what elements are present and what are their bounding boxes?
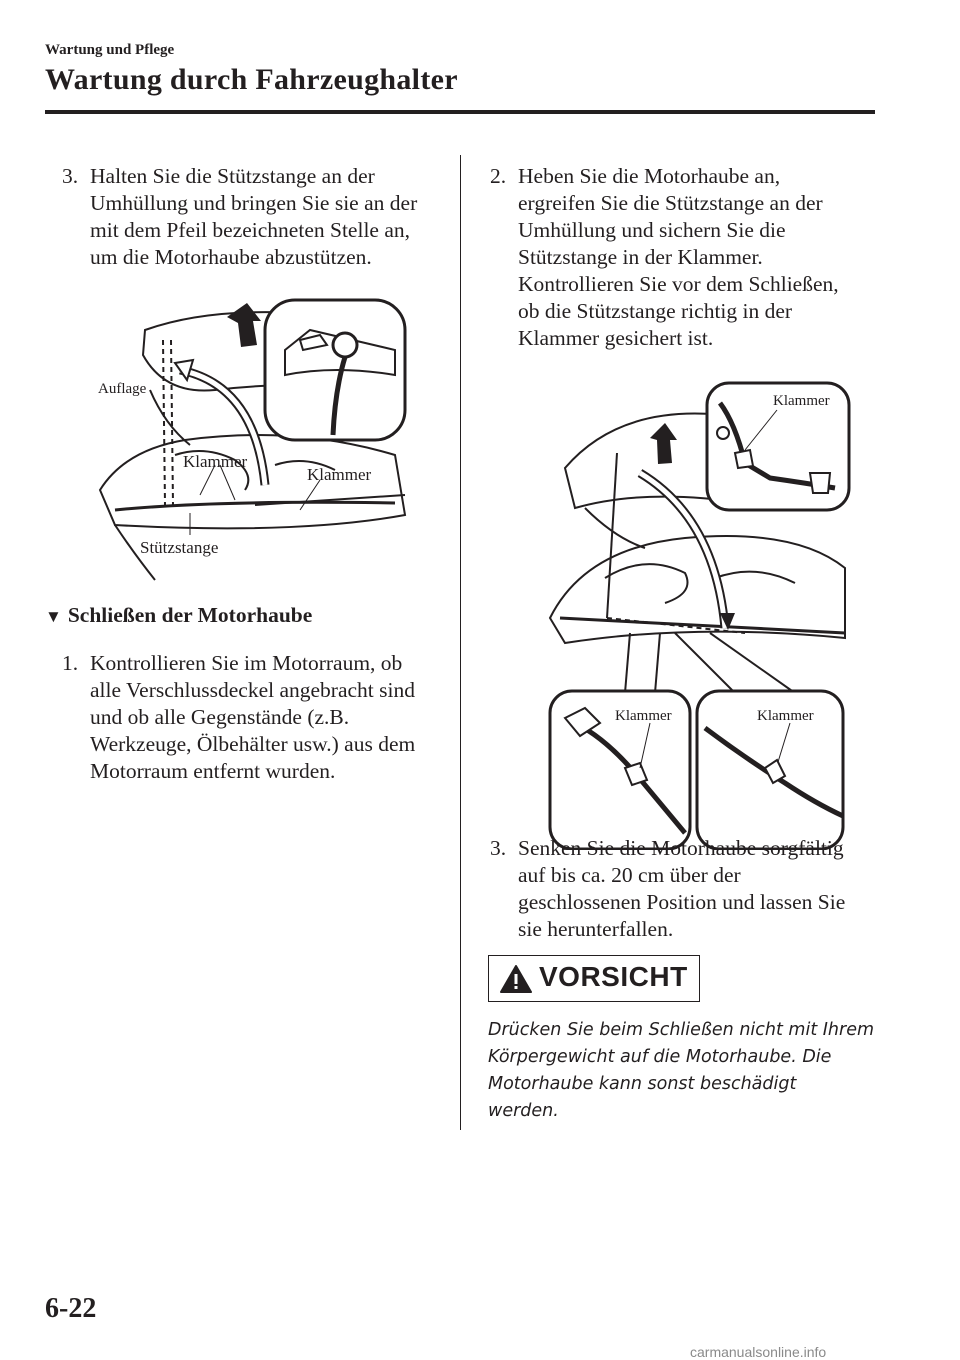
label-auflage: Auflage [98,381,147,397]
label-klammer: Klammer [307,465,372,484]
warning-text-line: Motorhaube kann sonst beschädigt [488,1074,797,1094]
step-text-line: Senken Sie die Motorhaube sorgfältig [518,836,844,860]
warning-box [488,955,700,1002]
header-rule [45,110,875,114]
clamp-figure [545,378,855,850]
closing-heading [45,603,312,628]
step-3-right [490,835,845,943]
step-text-line: auf bis ca. 20 cm über der [518,863,741,887]
step-2 [490,163,839,352]
step-number: 2. [490,164,507,188]
step-text-line: Motorraum entfernt wurden. [90,759,336,783]
column-divider [460,155,461,1130]
warning-text [488,1017,883,1125]
step-text-line: Kontrollieren Sie im Motorraum, ob [90,651,403,675]
step-text-line: Umhüllung und bringen Sie sie an der [90,191,418,215]
page-number: 6-22 [45,1293,97,1324]
step-text-line: mit dem Pfeil bezeichneten Stelle an, [90,218,411,242]
step-text-line: Werkzeuge, Ölbehälter usw.) aus dem [90,732,416,756]
step-text-line: Heben Sie die Motorhaube an, [518,164,781,188]
step-number: 1. [62,651,79,675]
label-klammer: Klammer [773,393,830,409]
label-klammer: Klammer [183,452,248,471]
label-klammer: Klammer [615,708,672,724]
label-klammer: Klammer [757,708,814,724]
step-1 [62,650,415,785]
section-label: Wartung und Pflege [45,42,175,58]
step-text-line: ergreifen Sie die Stützstange an der [518,191,823,215]
step-text-line: Klammer gesichert ist. [518,326,714,350]
step-number: 3. [490,836,507,860]
step-text-line: alle Verschlussdeckel angebracht sind [90,678,415,702]
step-number: 3. [62,164,79,188]
step-text-line: geschlossenen Position und lassen Sie [518,890,846,914]
watermark: carmanualsonline.info [690,1344,827,1360]
step-text-line: Umhüllung und sichern Sie die [518,218,786,242]
step-text-line: um die Motorhaube abzustützen. [90,245,372,269]
step-text-line: sie herunterfallen. [518,917,674,941]
chapter-title: Wartung durch Fahrzeughalter [45,63,458,96]
warning-triangle-icon [499,964,533,994]
label-stuetzstange: Stützstange [140,538,219,557]
step-text-line: und ob alle Gegenstände (z.B. [90,705,350,729]
step-text-line: Halten Sie die Stützstange an der [90,164,375,188]
warning-text-line: Körpergewicht auf die Motorhaube. Die [488,1047,832,1067]
step-text-line: Stützstange in der Klammer. [518,245,763,269]
step-text-line: Kontrollieren Sie vor dem Schließen, [518,272,839,296]
warning-text-line: Drücken Sie beim Schließen nicht mit Ihrem [488,1020,875,1040]
warning-label: VORSICHT [539,961,688,992]
step-3-left [62,163,417,271]
step-text-line: ob die Stützstange richtig in der [518,299,793,323]
hood-support-figure [95,295,410,585]
warning-text-line: werden. [488,1101,559,1121]
heading-text: Schließen der Motorhaube [67,603,313,627]
heading-marker-icon: ▼ [45,607,62,626]
